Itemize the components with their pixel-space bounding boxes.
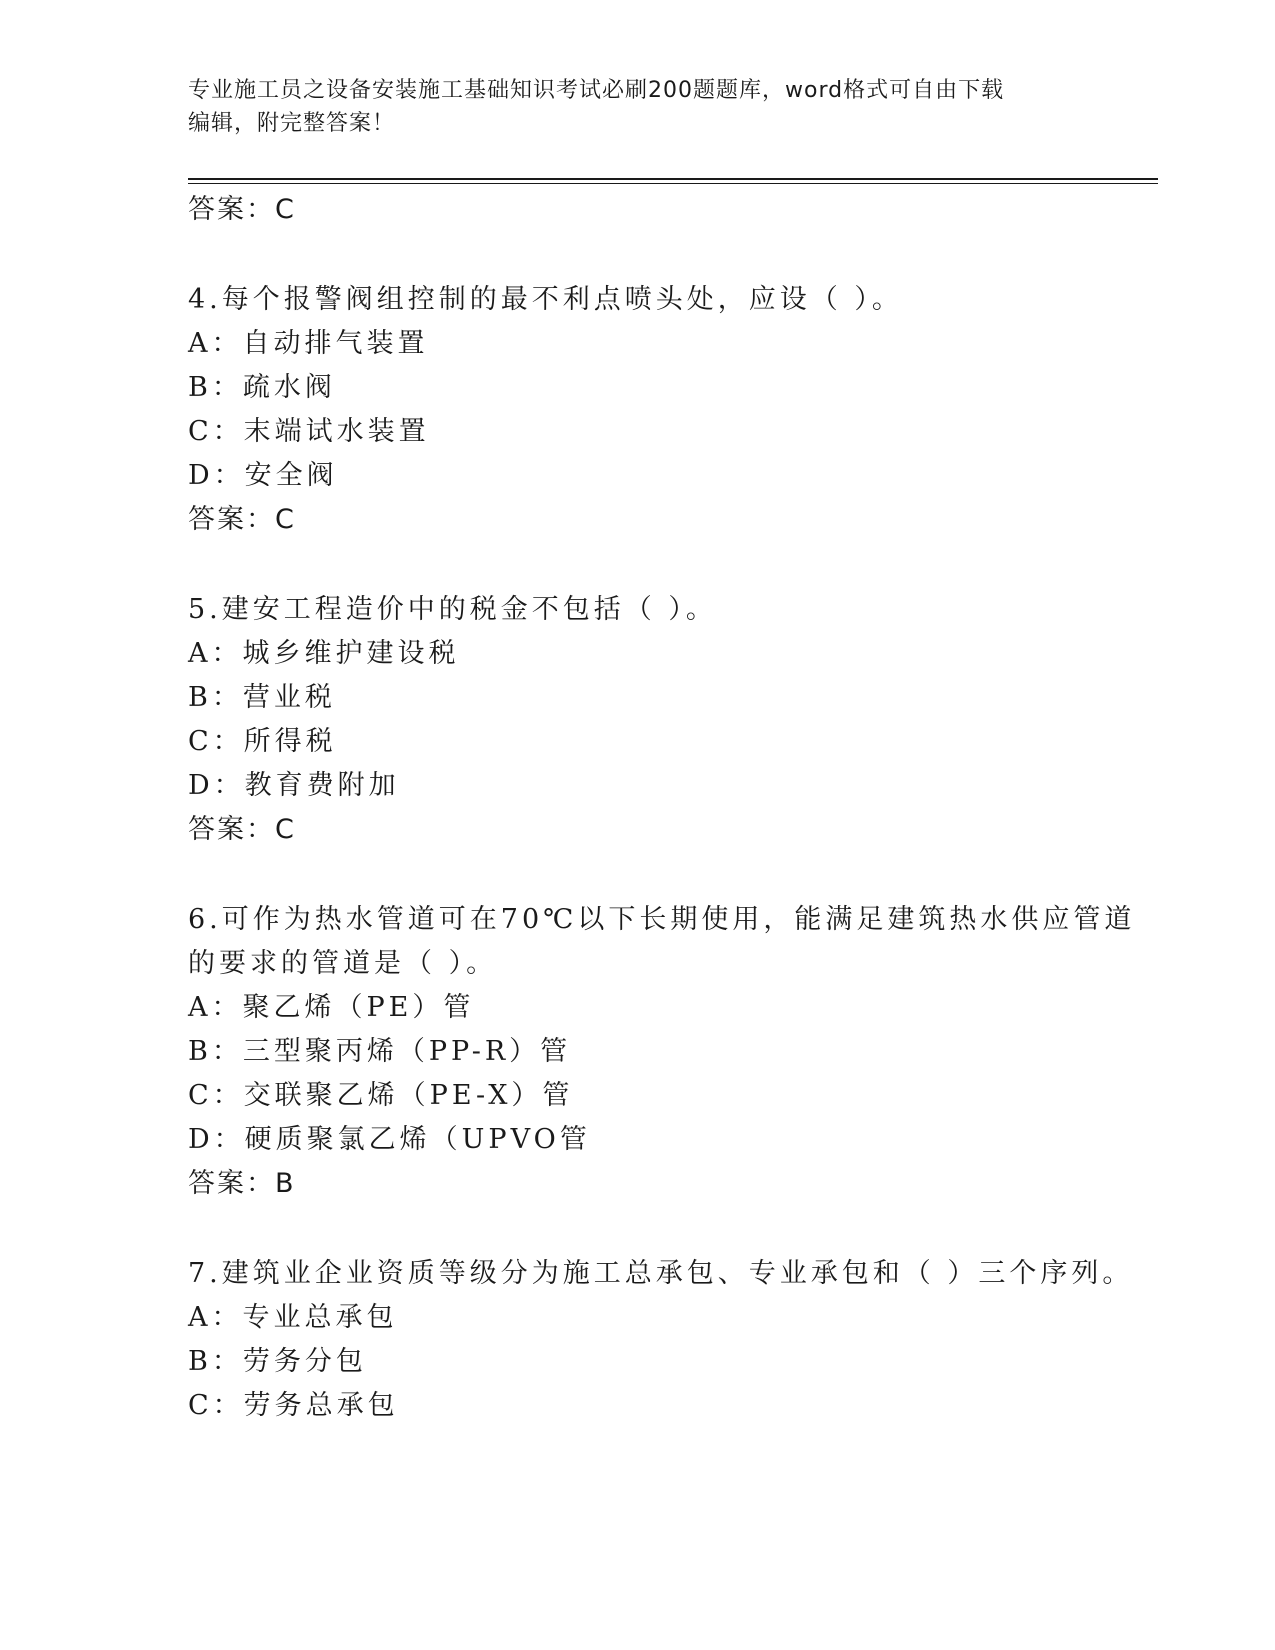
header-rule-thin	[188, 183, 1158, 184]
q5-option-d: D：教育费附加	[188, 770, 400, 801]
q4-answer: 答案：C	[188, 504, 296, 535]
q6-answer: 答案：B	[188, 1168, 296, 1199]
header-line-1: 专业施工员之设备安装施工基础知识考试必刷200题题库，word格式可自由下载	[188, 78, 1005, 103]
q5-answer: 答案：C	[188, 814, 296, 845]
q7-option-a: A：专业总承包	[188, 1302, 398, 1333]
q7-option-c: C：劳务总承包	[188, 1390, 399, 1421]
q4-question: 4.每个报警阀组控制的最不利点喷头处，应设（ ）。	[188, 284, 903, 315]
q7-option-b: B：劳务分包	[188, 1346, 367, 1377]
document-header	[188, 74, 1088, 140]
q6-option-c: C：交联聚乙烯（PE-X）管	[188, 1080, 574, 1111]
q6-option-a: A：聚乙烯（PE）管	[188, 992, 475, 1023]
q5-question: 5.建安工程造价中的税金不包括（ ）。	[188, 594, 717, 625]
q4-option-a: A：自动排气装置	[188, 328, 429, 359]
q5-option-a: A：城乡维护建设税	[188, 638, 460, 669]
q6-option-b: B：三型聚丙烯（PP-R）管	[188, 1036, 572, 1067]
header-line-2: 编辑，附完整答案！	[188, 111, 396, 136]
q6-question-line-1: 6.可作为热水管道可在70℃以下长期使用，能满足建筑热水供应管道	[188, 904, 1136, 935]
q7-question: 7.建筑业企业资质等级分为施工总承包、专业承包和（ ）三个序列。	[188, 1258, 1134, 1289]
q4-option-d: D：安全阀	[188, 460, 338, 491]
q5-option-b: B：营业税	[188, 682, 336, 713]
q5-option-c: C：所得税	[188, 726, 337, 757]
q6-option-d: D：硬质聚氯乙烯（UPVO管	[188, 1124, 591, 1155]
q3-answer: 答案：C	[188, 194, 296, 225]
header-rule-thick	[188, 178, 1158, 180]
q4-option-c: C：末端试水装置	[188, 416, 430, 447]
q4-option-b: B：疏水阀	[188, 372, 336, 403]
q6-question-line-2: 的要求的管道是（ ）。	[188, 948, 498, 979]
